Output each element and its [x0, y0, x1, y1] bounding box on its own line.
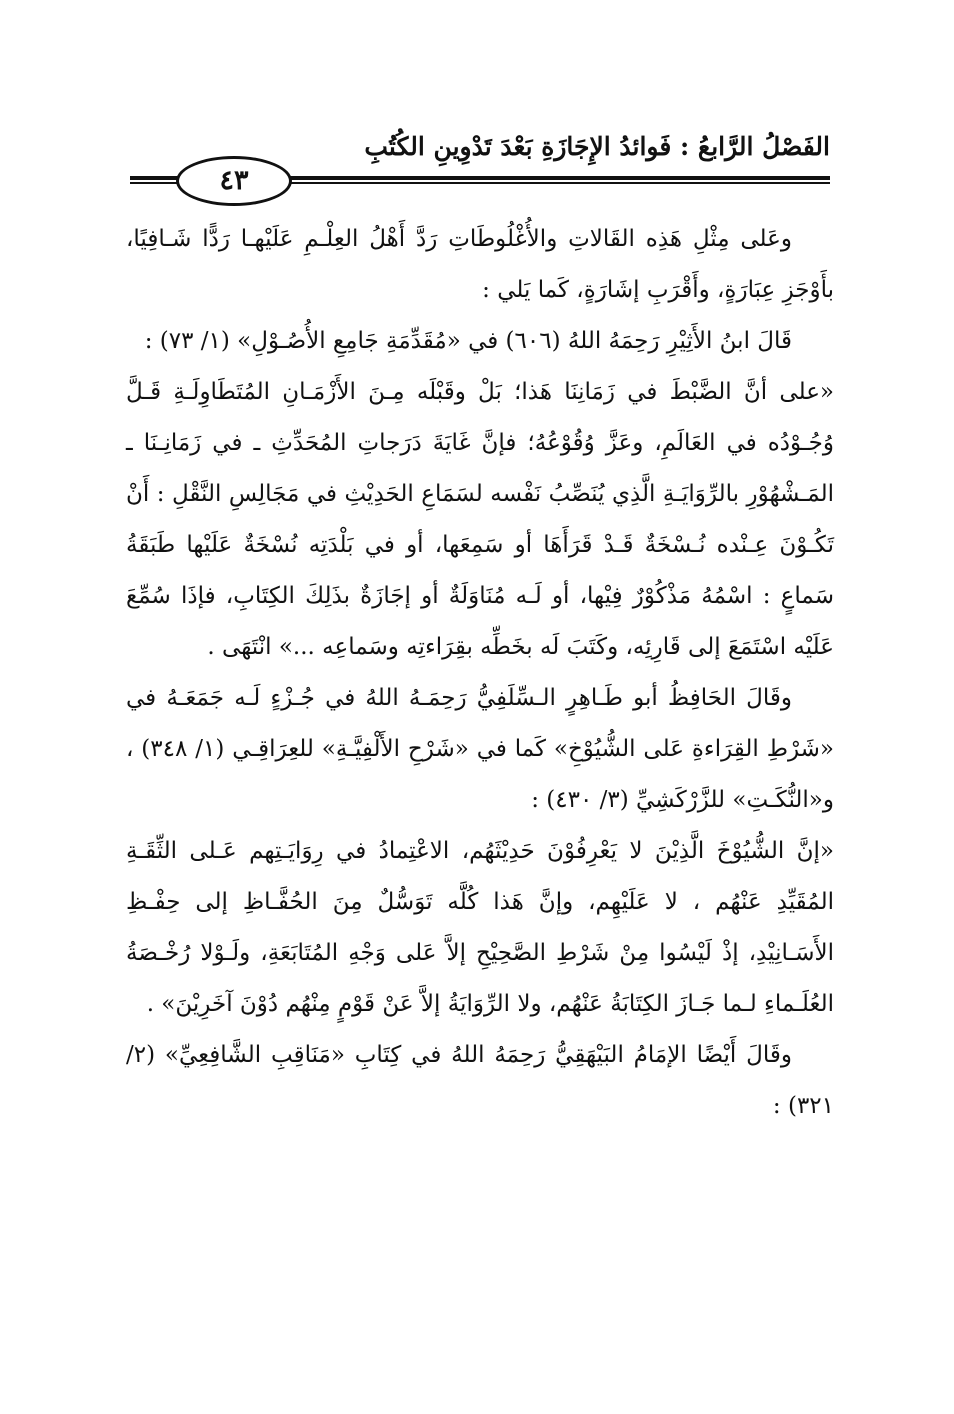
- paragraph-silafi-quote: «إنَّ الشُّيُوْخَ الَّذِيْنَ لا يَعْرِفُوْنَ حَدِيْثَهُم، الاعْتِمادُ في رِوَايَـتِهم عَـلى الثِّقَـةِ المُقَيِّدِ عَنْهُم ، لا عَلَيْهِم، وإنَّ هَذا كُلَّه تَوَسُّلٌ مِنَ الحُفَّـاظِ إلى حِفْـظِ الأَسَـانِيْدِ، إذْ لَيْسُوا مِنْ شَرْطِ الصَّحِيْحِ إلاَّ عَلى وَجْهِ المُتَابَعَةِ، ولَـوْلا رُخْـصَةُ العُلَـماءِ لـما جَـازَ الكِتَابَةُ عَنْهُم، ولا الرِّوَايَةُ إلاَّ عَنْ قَوْمٍ مِنْهُم دُوْنَ آخَرِيْنَ» .: [126, 838, 834, 1017]
- paragraph-silafi-citation: وقَالَ الحَافِظُ أبو طَـاهِرٍ الـسِّلَفِيُّ رَحِمَـهُ اللهُ في جُـزْءٍ لَـه جَمَعَـهُ في «شَرْطِ القِرَاءةِ عَلى الشُّيُوْخِ» كَما في «شَرْحِ الأَلْفِيَّـةِ» للعِرَاقِـي (١/ ٣٤٨) ، و«النُّكَـتِ» للزَّرْكَشِيِّ (٣/ ٤٣٠) :: [126, 685, 835, 813]
- chapter-title: الفَصْلُ الرَّابعُ : فَوائدُ الإِجَازَةِ بَعْدَ تَدْوِينِ الكُتُبِ: [364, 132, 830, 161]
- paragraph-ibn-al-athir-quote: «على أنَّ الضَّبْطَ في زَمَانِنَا هَذا؛ بَلْ وقَبْلَه مِـنَ الأَزْمَـانِ المُتَطَاوِلَـةِ قَـلَّ وُجُـوْدُه في العَالَمِ، وعَزَّ وُقُوْعُهُ؛ فإنَّ غَايَةَ دَرَجاتِ المُحَدِّثِ ـ في زَمَانِـنَا ـ المَـشْهُوْرِ بالرِّوَايَـةِ الَّذِي يُنَصِّبُ نَفْسه لسَمَاعِ الحَدِيْثِ في مَجَالِسِ النَّقْلِ : أَنْ تَكُـوْنَ عِـنْده نُـسْخَةٌ قَـدْ قَرَأَهَا أو سَمِعَها، أو في بَلْدَتِه نُسْخَةٌ عَلَيْها طَبَقَةُ سَماعٍ : اسْمُهُ مَذْكُوْرٌ فِيْها، أو لَـه مُنَاوَلَةٌ أو إجَازَةٌ بذَلِكَ الكِتَابِ، فإذَا سُمِّعَ عَلَيْه اسْتَمَعَ إلى قَارِئِه، وكَتَبَ لَه بخَطِّه بقِرَاءتِه وسَماعِه ...» انْتَهَى .: [126, 379, 834, 660]
- page-number: ٤٣: [176, 156, 292, 206]
- paragraph-ibn-al-athir-citation: قَالَ ابنُ الأَثِيْرِ رَحِمَهُ اللهُ (٦٠٦) في «مُقَدِّمَةِ جَامِعِ الأُصُـوْلِ» (١/ ٧٣) :: [144, 328, 792, 354]
- page-header: [130, 120, 830, 205]
- paragraph-bayhaqi-citation: وقَالَ أَيْضًا الإمَامُ البَيْهَقِيُّ رَحِمَهُ اللهُ في كِتَابِ «مَنَاقِبِ الشَّافِعِيِّ» (٢/ ٣٢١) :: [126, 1042, 834, 1119]
- page-body: [126, 214, 834, 1132]
- paragraph-intro: وعَلى مِثْلِ هَذِه القَالاتِ والأُغْلُوطَاتِ رَدَّ أَهْلُ العِلْـمِ عَلَيْهـا رَدًّا شَـافِيًا، بأَوْجَزِ عِبَارَةٍ، وأَقْرَبِ إشَارَةٍ، كَما يَلي :: [126, 226, 834, 303]
